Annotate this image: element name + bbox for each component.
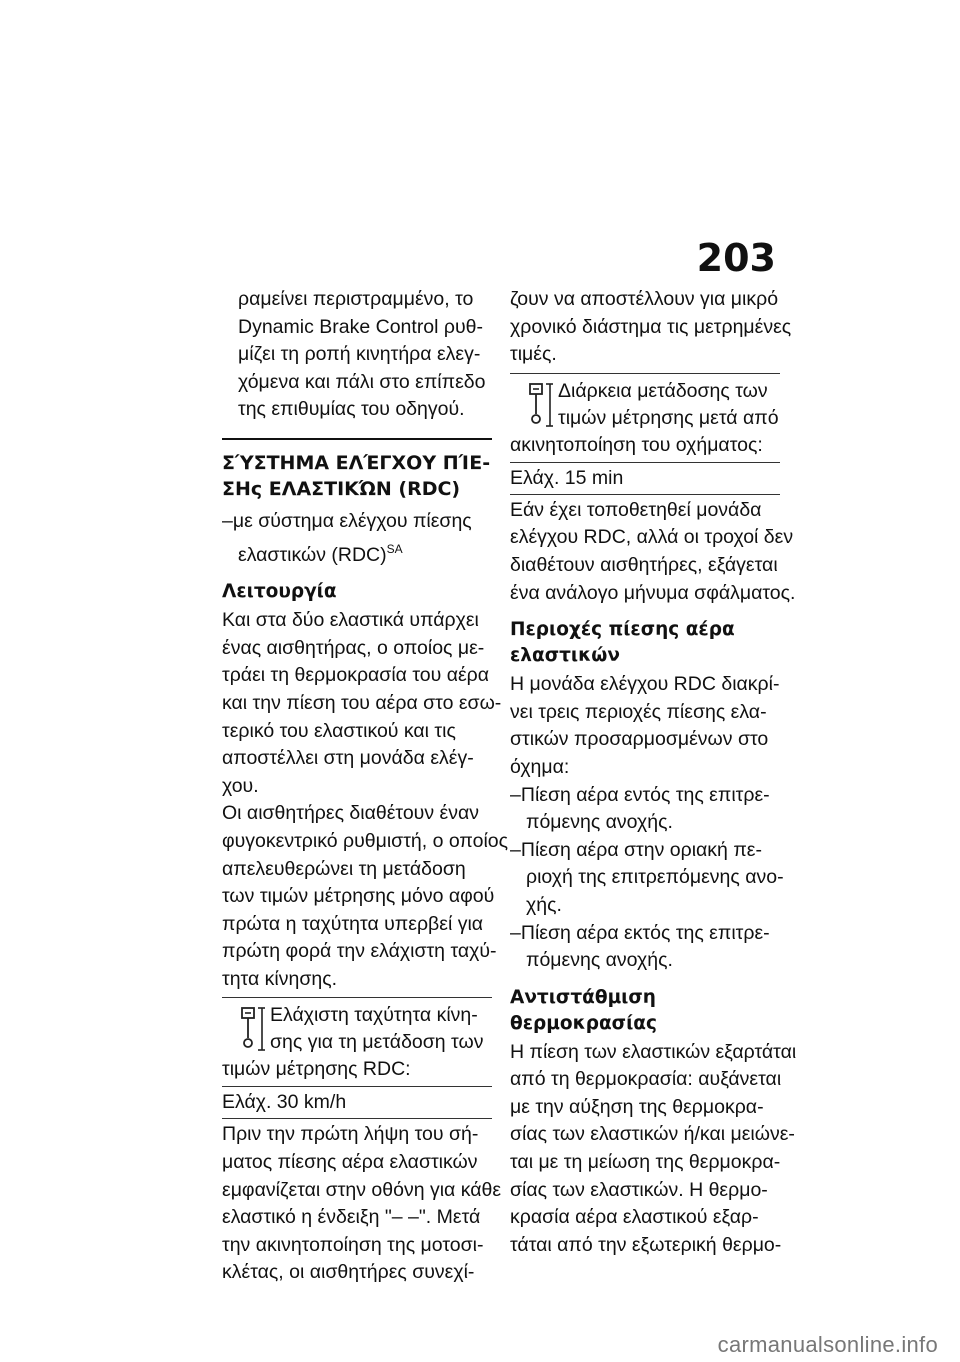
optional-equipment-mark: SA [386, 541, 403, 556]
text-line: αποστέλλει στη μονάδα ελέγ- [222, 747, 474, 770]
text-line: εμφανίζεται στην οθόνη για κάθε [222, 1178, 502, 1201]
page-number: 203 [696, 236, 776, 280]
text-line: και την πίεση του αέρα στο εσω- [222, 691, 502, 714]
list-text: Πίεση αέρα εντός της επιτρε- [520, 783, 770, 806]
spec-description [510, 374, 780, 462]
spec-box [222, 997, 492, 1119]
watermark: carmanualsonline.info [717, 1332, 938, 1357]
text-line: ματος πίεσης αέρα ελαστικών [222, 1151, 478, 1174]
text-line: Πριν την πρώτη λήψη του σή- [222, 1123, 479, 1146]
text-line: Οι αισθητήρες διαθέτουν έναν [222, 802, 479, 825]
text-line: Και στα δύο ελαστικά υπάρχει [222, 609, 479, 632]
text-line: απελευθερώνει τη μετάδοση [222, 857, 466, 880]
text-line: ελαστικό η ένδειξη "– –". Μετά [222, 1206, 481, 1229]
text-line: πρώτη φορά την ελάχιστη ταχύ- [222, 940, 497, 963]
list-item [510, 782, 780, 837]
equipment-bullet [222, 508, 492, 569]
paragraph [222, 607, 502, 800]
paragraph [510, 497, 796, 607]
text-line: πρώτα η ταχύτητα υπερβεί για [222, 912, 484, 935]
spec-text: σης για τη μετάδοση των [270, 1031, 484, 1054]
text-line: την ακινητοποίηση της μοτοσι- [222, 1233, 484, 1256]
text-line: τράει τη θερμοκρασία του αέρα [222, 664, 490, 687]
left-column [222, 286, 509, 1287]
text-line: κλέτας, οι αισθητήρες συνεχί- [222, 1261, 475, 1284]
text-line: σίας των ελαστικών. Η θερμο- [510, 1178, 768, 1201]
paragraph [510, 286, 792, 369]
spec-text: τιμών μέτρησης RDC: [222, 1058, 411, 1081]
bullet-dash: – [222, 509, 233, 532]
subtitle-line: Περιοχές πίεσης αέρα [510, 619, 735, 641]
text-line: Η πίεση των ελαστικών εξαρτάται [510, 1040, 797, 1063]
text-line: ελέγχου RDC, αλλά οι τροχοί δεν [510, 526, 794, 549]
list-text: Πίεση αέρα στην οριακή πε- [520, 838, 762, 861]
text-line: τάται από την εξωτερική θερμο- [510, 1233, 782, 1256]
subtitle-pressure-ranges [510, 617, 780, 669]
text-line: ένα ανάλογο μήνυμα σφάλματος. [510, 581, 796, 604]
spec-value: Ελάχ. 15 min [510, 462, 780, 494]
section-title [222, 450, 492, 502]
paragraph [222, 1121, 502, 1287]
text-line: της επιθυμίας του οδηγού. [238, 398, 465, 421]
text-line: ραμείνει περιστραμμένο, το [238, 288, 474, 310]
list-text: ριοχή της επιτρεπόμενης ανο- [526, 866, 784, 889]
text-line: τερικό του ελαστικού και τις [222, 719, 456, 742]
list-item [510, 920, 780, 975]
list-text: χής. [526, 893, 562, 916]
text-line: όχημα: [510, 755, 570, 778]
list-text: πόμενης ανοχής. [526, 811, 673, 834]
paragraph [222, 800, 509, 993]
text-line: χρονικό διάστημα τις μετρημένες [510, 315, 792, 338]
text-line: διαθέτουν αισθητήρες, εξάγεται [510, 553, 778, 576]
text-line: ζουν να αποστέλλουν για μικρό [510, 288, 779, 310]
bullet-dash: – [510, 838, 521, 861]
text-line: σίας των ελαστικών ή/και μειώνε- [510, 1123, 795, 1146]
bullet-dash: – [510, 783, 521, 806]
section-title-line: ΣΎΣΤΗΜΑ ΕΛΈΓΧΟΥ ΠΊΕ- [222, 451, 491, 474]
tire-pressure-gauge-icon [240, 1006, 266, 1052]
spec-value: Ελάχ. 30 km/h [222, 1086, 492, 1118]
text-line: κρασία αέρα ελαστικού εξαρ- [510, 1206, 759, 1229]
tire-pressure-gauge-icon [528, 382, 554, 428]
bullet-text: με σύστημα ελέγχου πίεσης [232, 509, 472, 532]
spec-text: ακινητοποίηση του οχήματος: [510, 433, 763, 456]
text-line: με την αύξηση της θερμοκρα- [510, 1095, 764, 1118]
text-line: φυγοκεντρικό ρυθμιστή, ο οποίος [222, 829, 509, 852]
text-line: τιμές. [510, 343, 557, 366]
text-line: χου. [222, 774, 259, 797]
spec-box [510, 373, 780, 495]
paragraph [510, 671, 780, 781]
text-line: ένας αισθητήρας, ο οποίος με- [222, 636, 485, 659]
text-line: Dynamic Brake Control ρυθ- [238, 315, 483, 338]
section-title-line: ΣΗς ΕΛΑΣΤΙΚΏΝ (RDC) [222, 477, 461, 500]
text-line: νει τρεις περιοχές πίεσης ελα- [510, 700, 767, 723]
text-line: Η μονάδα ελέγχου RDC διακρί- [510, 673, 780, 696]
subtitle-line: ελαστικών [510, 645, 620, 667]
subtitle-function: Λειτουργία [222, 581, 337, 603]
list-item [510, 837, 784, 920]
spec-text: τιμών μέτρησης μετά από [558, 406, 779, 429]
text-line: από τη θερμοκρασία: αυξάνεται [510, 1068, 782, 1091]
right-column [510, 286, 797, 1259]
text-line: των τιμών μέτρησης μόνο αφού [222, 885, 495, 908]
text-line: τητα κίνησης. [222, 967, 338, 990]
bullet-text: ελαστικών (RDC) [238, 543, 387, 566]
text-line: στικών προσαρμοσμένων στο [510, 728, 769, 751]
pressure-range-list [510, 782, 784, 975]
list-text: πόμενης ανοχής. [526, 949, 673, 972]
text-line: Εάν έχει τοποθετηθεί μονάδα [510, 498, 762, 521]
spec-description [222, 998, 492, 1086]
subtitle-temperature-compensation: Αντιστάθμιση θερμοκρασίας [510, 986, 657, 1034]
section-divider [222, 438, 492, 440]
list-text: Πίεση αέρα εκτός της επιτρε- [520, 921, 770, 944]
text-line: ται με τη μείωση της θερμοκρα- [510, 1151, 781, 1174]
spec-text: Ελάχιστη ταχύτητα κίνη- [270, 1004, 478, 1027]
text-line: χόμενα και πάλι στο επίπεδο [238, 370, 486, 393]
spec-text: Διάρκεια μετάδοσης των [558, 379, 768, 402]
text-line: μίζει τη ροπή κινητήρα ελεγ- [238, 343, 481, 366]
paragraph [510, 1039, 797, 1260]
bullet-dash: – [510, 921, 521, 944]
intro-paragraph [222, 286, 492, 424]
